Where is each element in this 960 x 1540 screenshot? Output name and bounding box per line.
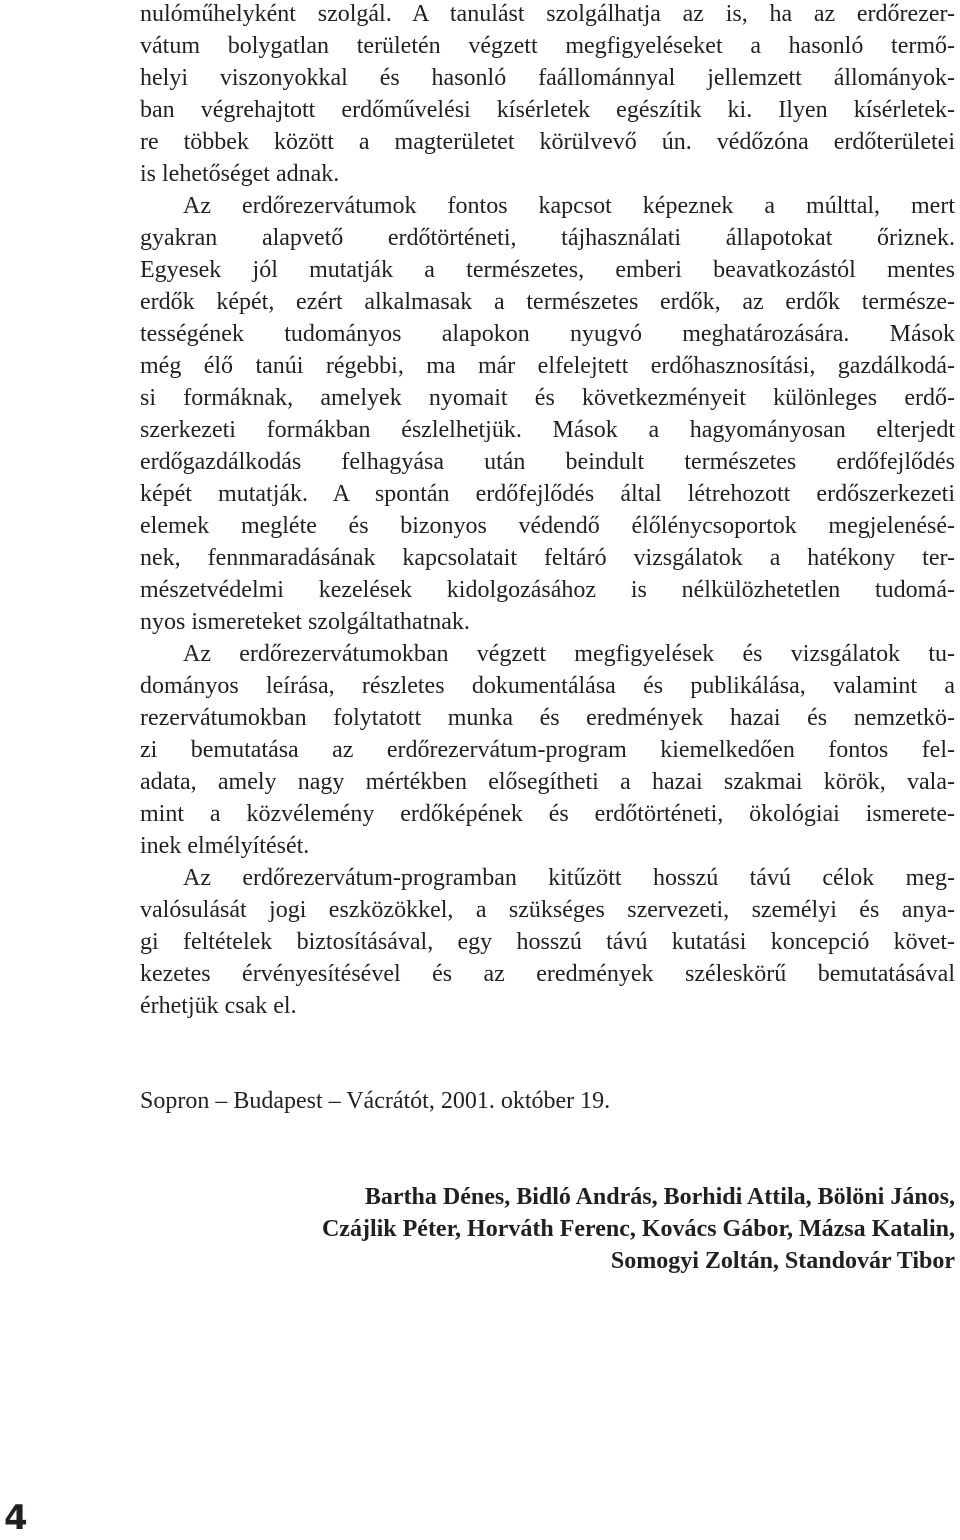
text-line: inek elmélyítését. xyxy=(140,833,310,859)
text-line: nulóműhelyként szolgál. A tanulást szolgálhatja az is, ha az erdőrezer- xyxy=(140,1,955,27)
text-line: elemek megléte és bizonyos védendő élőlénycsoportok megjelenésé- xyxy=(140,513,955,539)
text-line: képét mutatják. A spontán erdőfejlődés által létrehozott erdőszerkezeti xyxy=(140,481,955,507)
text-line: vátum bolygatlan területén végzett megfigyeléseket a hasonló termő- xyxy=(140,33,955,59)
page-number: 4 xyxy=(4,1498,28,1538)
place-and-date: Sopron – Budapest – Vácrátót, 2001. október 19. xyxy=(140,1088,611,1114)
text-line: kezetes érvényesítésével és az eredmények széleskörű bemutatásával xyxy=(140,961,955,987)
body-text xyxy=(140,0,955,1022)
text-line: gi feltételek biztosításával, egy hosszú távú kutatási koncepció követ- xyxy=(140,929,955,955)
text-line: Az erdőrezervátum-programban kitűzött hosszú távú célok meg- xyxy=(183,865,955,891)
author-line: Czájlik Péter, Horváth Ferenc, Kovács Gábor, Mázsa Katalin, xyxy=(321,1216,955,1242)
text-line: nyos ismereteket szolgáltathatnak. xyxy=(140,609,470,635)
author-line: Somogyi Zoltán, Standovár Tibor xyxy=(610,1248,955,1274)
text-line: még élő tanúi régebbi, ma már elfelejtett erdőhasznosítási, gazdálkodá- xyxy=(140,353,955,379)
text-line: re többek között a magterületet körülvevő ún. védőzóna erdőterületei xyxy=(140,129,955,155)
text-line: zi bemutatása az erdőrezervátum-program kiemelkedően fontos fel- xyxy=(140,737,955,763)
text-line: tességének tudományos alapokon nyugvó meghatározására. Mások xyxy=(140,321,955,347)
text-line: érhetjük csak el. xyxy=(140,993,297,1019)
text-line: Egyesek jól mutatják a természetes, emberi beavatkozástól mentes xyxy=(140,257,955,283)
paragraph-3 xyxy=(140,638,955,862)
text-line: mint a közvélemény erdőképének és erdőtörténeti, ökológiai ismerete- xyxy=(140,801,955,827)
text-line: nek, fennmaradásának kapcsolatait feltáró vizsgálatok a hatékony ter- xyxy=(140,545,955,571)
paragraph-2 xyxy=(140,190,955,638)
text-line: is lehetőséget adnak. xyxy=(140,161,340,187)
text-line: erdőgazdálkodás felhagyása után beindult természetes erdőfejlődés xyxy=(140,449,955,475)
text-line: helyi viszonyokkal és hasonló faállománnyal jellemzett állományok- xyxy=(140,65,955,91)
text-line: dományos leírása, részletes dokumentálása és publikálása, valamint a xyxy=(140,673,955,699)
paragraph-1 xyxy=(140,0,955,190)
text-line: Az erdőrezervátumokban végzett megfigyelések és vizsgálatok tu- xyxy=(183,641,955,667)
text-line: gyakran alapvető erdőtörténeti, tájhasználati állapotokat őriznek. xyxy=(140,225,955,251)
text-line: ban végrehajtott erdőművelési kísérletek egészítik ki. Ilyen kísérletek- xyxy=(140,97,955,123)
text-line: rezervátumokban folytatott munka és eredmények hazai és nemzetkö- xyxy=(140,705,955,731)
text-line: adata, amely nagy mértékben elősegítheti a hazai szakmai körök, vala- xyxy=(140,769,955,795)
text-line: erdők képét, ezért alkalmasak a természetes erdők, az erdők természe- xyxy=(140,289,955,315)
text-line: mészetvédelmi kezelések kidolgozásához is nélkülözhetetlen tudomá- xyxy=(140,577,955,603)
text-line: si formáknak, amelyek nyomait és következményeit különleges erdő- xyxy=(140,385,955,411)
author-list xyxy=(140,1181,955,1277)
text-line: valósulását jogi eszközökkel, a szükséges szervezeti, személyi és anya- xyxy=(140,897,955,923)
text-line: szerkezeti formákban észlelhetjük. Mások a hagyományosan elterjedt xyxy=(140,417,955,443)
text-line: Az erdőrezervátumok fontos kapcsot képeznek a múlttal, mert xyxy=(183,193,955,219)
author-line: Bartha Dénes, Bidló András, Borhidi Attila, Bölöni János, xyxy=(364,1184,955,1210)
paragraph-4 xyxy=(140,862,955,1022)
